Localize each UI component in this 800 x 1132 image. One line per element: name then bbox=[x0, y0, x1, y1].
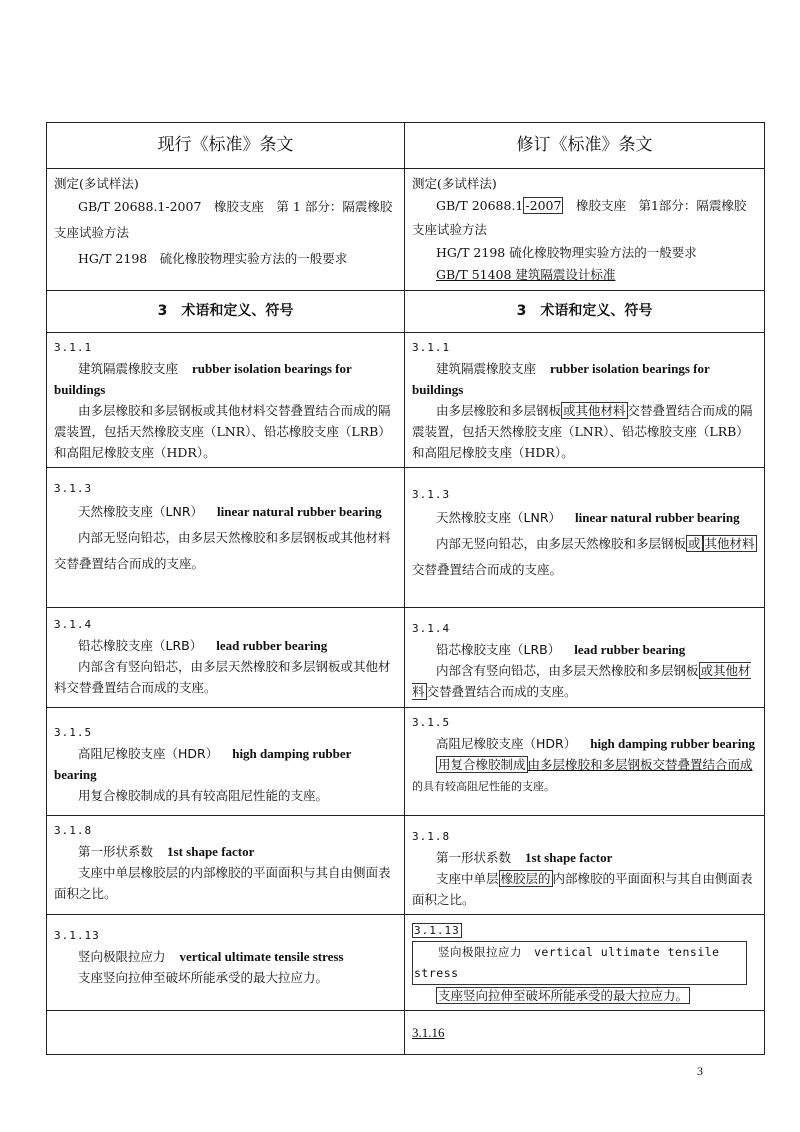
table-row bbox=[47, 608, 765, 708]
page-number: 3 bbox=[697, 1064, 703, 1078]
definition: 内部无竖向铅芯，由多层天然橡胶和多层钢板 或 其他材料交替叠置结合而成的支座。 bbox=[412, 536, 755, 577]
clause-number: 3.1.8 bbox=[54, 824, 93, 837]
term-line: 天然橡胶支座（LNR） linear natural rubber bearing bbox=[436, 510, 740, 525]
term-line: 竖向极限拉应力 vertical ultimate tensile stress bbox=[78, 949, 344, 964]
ref-line: HG/T 2198 硫化橡胶物理实验方法的一般要求 bbox=[78, 251, 348, 266]
ref-line: 测定(多试样法) bbox=[54, 176, 139, 191]
revision-box: 竖向极限拉应力 vertical ultimate tensile stress bbox=[412, 941, 747, 985]
table-row bbox=[47, 468, 765, 608]
revision-box: 或其他材料 bbox=[563, 403, 626, 418]
header-revised: 修订《标准》条文 bbox=[405, 123, 765, 169]
clause-number: 3.1.13 bbox=[414, 924, 460, 937]
section-title-current: 3 术语和定义、符号 bbox=[47, 291, 405, 333]
clause-number: 3.1.1 bbox=[412, 341, 451, 354]
section-title-revised: 3 术语和定义、符号 bbox=[405, 291, 765, 333]
table-row bbox=[47, 333, 765, 468]
term-line: 第一形状系数 1st shape factor bbox=[78, 844, 255, 859]
clause-number: 3.1.3 bbox=[412, 488, 451, 501]
definition: 用复合橡胶制成的具有较高阻尼性能的支座。 bbox=[78, 788, 329, 803]
header-current: 现行《标准》条文 bbox=[47, 123, 405, 169]
term-line: 铅芯橡胶支座（LRB） lead rubber bearing bbox=[78, 638, 328, 653]
table-row bbox=[47, 1011, 765, 1055]
comparison-table bbox=[46, 122, 765, 1055]
clause-number: 3.1.1 bbox=[54, 341, 93, 354]
definition: 由多层橡胶和多层钢板 或其他材料 交替叠置结合而成的隔震装置，包括天然橡胶支座（LNR）、铅芯橡胶支座（LRB）和高阻尼橡胶支座（HDR）。 bbox=[412, 403, 753, 460]
definition: 内部含有竖向铅芯，由多层天然橡胶和多层钢板或其他材料交替叠置结合而成的支座。 bbox=[54, 659, 391, 695]
revision-box: 或 bbox=[688, 536, 701, 551]
refs-revised bbox=[405, 169, 765, 291]
definition: 内部含有竖向铅芯，由多层天然橡胶和多层钢板 或其他材料 交替叠置结合而成的支座。 bbox=[412, 663, 751, 699]
clause-number: 3.1.5 bbox=[412, 716, 451, 729]
term-line: 高阻尼橡胶支座（HDR） high damping rubber bearing bbox=[436, 736, 756, 751]
revision-box: 或其他材料 bbox=[412, 663, 751, 699]
term-line: 天然橡胶支座（LNR） linear natural rubber bearing bbox=[78, 504, 382, 519]
table-header-row bbox=[47, 123, 765, 169]
definition: 支座中单层橡胶层的内部橡胶的平面面积与其自由侧面表面积之比。 bbox=[54, 865, 391, 901]
term-line: 建筑隔震橡胶支座 rubber isolation bearings for buildings bbox=[54, 361, 352, 397]
clause-number: 3.1.5 bbox=[54, 726, 93, 739]
definition: 由多层橡胶和多层钢板或其他材料交替叠置结合而成的隔震装置，包括天然橡胶支座（LNR）、铅芯橡胶支座（LRB）和高阻尼橡胶支座（HDR）。 bbox=[54, 403, 391, 460]
ref-line: HG/T 2198 硫化橡胶物理实验方法的一般要求 bbox=[436, 245, 697, 260]
ref-line-added: GB/T 51408 建筑隔震设计标准 bbox=[436, 267, 616, 282]
clause-number-added: 3.1.16 bbox=[412, 1025, 445, 1040]
table-row bbox=[47, 915, 765, 1011]
clause-number: 3.1.8 bbox=[412, 830, 451, 843]
definition: 用复合橡胶制成 由多层橡胶和多层钢板交替叠置结合而成的具有较高阻尼性能的支座。 bbox=[412, 757, 753, 793]
revision-box: 用复合橡胶制成 bbox=[438, 757, 526, 772]
term-line: 第一形状系数 1st shape factor bbox=[436, 850, 613, 865]
clause-number: 3.1.4 bbox=[412, 622, 451, 635]
table-row bbox=[47, 816, 765, 915]
ref-line: GB/T 20688.1 -2007 橡胶支座 第1部分：隔震橡胶支座试验方法 bbox=[412, 198, 747, 237]
term-line: 铅芯橡胶支座（LRB） lead rubber bearing bbox=[436, 642, 686, 657]
revision-box: 其他材料 bbox=[704, 536, 755, 551]
clause-number: 3.1.13 bbox=[54, 929, 100, 942]
clause-number: 3.1.3 bbox=[54, 482, 93, 495]
ref-line: GB/T 20688.1-2007 橡胶支座 第 1 部分：隔震橡胶支座试验方法 bbox=[54, 199, 393, 240]
refs-current bbox=[47, 169, 405, 291]
definition: 内部无竖向铅芯，由多层天然橡胶和多层钢板或其他材料交替叠置结合而成的支座。 bbox=[54, 530, 391, 571]
clause-number: 3.1.4 bbox=[54, 618, 93, 631]
ref-line: 测定(多试样法) bbox=[412, 176, 497, 191]
revision-box: 橡胶层的 bbox=[500, 871, 551, 886]
revision-box: -2007 bbox=[525, 198, 562, 213]
table-row bbox=[47, 169, 765, 291]
revision-added: 由多层橡胶和多层钢板交替叠置结合而成 bbox=[527, 757, 753, 772]
revision-box: 支座竖向拉伸至破坏所能承受的最大拉应力。 bbox=[438, 988, 689, 1003]
section-row bbox=[47, 291, 765, 333]
term-line: 建筑隔震橡胶支座 rubber isolation bearings for buildings bbox=[412, 361, 710, 397]
definition: 支座竖向拉伸至破坏所能承受的最大拉应力。 bbox=[78, 970, 329, 985]
term-line: 高阻尼橡胶支座（HDR） high damping rubber bearing bbox=[54, 746, 352, 782]
definition: 支座中单层 橡胶层的 内部橡胶的平面面积与其自由侧面表面积之比。 bbox=[412, 871, 753, 907]
table-row bbox=[47, 708, 765, 816]
definition bbox=[412, 985, 757, 1006]
